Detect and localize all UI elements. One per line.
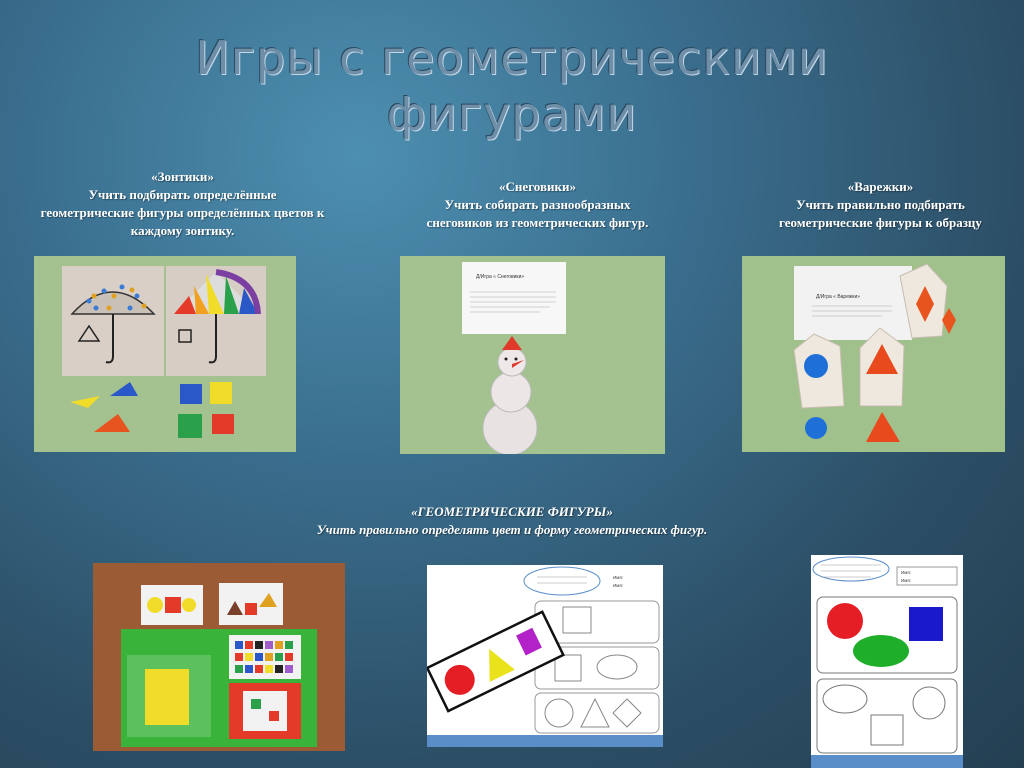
caption-mittens — [748, 178, 1013, 232]
ws2-class-label: Имя: — [901, 578, 912, 583]
caption-snowmen-line1: Учить собирать разнообразных — [444, 197, 631, 212]
worksheet-2-illustration — [811, 555, 963, 768]
snowmen-card-title: Д/Игра « Снеговики» — [476, 274, 525, 280]
photo-mittens — [742, 256, 1005, 452]
photo-folder-game — [93, 563, 345, 751]
caption-umbrellas — [5, 168, 360, 240]
umbrellas-illustration — [34, 256, 296, 452]
caption-mittens-line1: Учить правильно подбирать — [796, 197, 965, 212]
photo-worksheet-1 — [427, 565, 663, 747]
caption-figures-line1: Учить правильно определять цвет и форму геометрических фигур. — [316, 522, 708, 537]
ws1-name-label: Имя: — [613, 575, 624, 580]
worksheet-1-illustration — [427, 565, 663, 747]
ws1-class-label: Имя: — [613, 583, 624, 588]
photo-worksheet-2 — [811, 555, 963, 768]
caption-mittens-line2: геометрические фигуры к образцу — [779, 215, 982, 230]
ws2-name-label: Имя: — [901, 570, 912, 575]
snowman-illustration — [400, 256, 665, 454]
caption-snowmen-line2: снеговиков из геометрических фигур. — [426, 215, 649, 230]
caption-figures — [250, 503, 774, 539]
slide-title-line1: Игры с геометрическими — [195, 31, 829, 85]
caption-umbrellas-line1: Учить подбирать определённые — [88, 187, 277, 202]
photo-umbrellas — [34, 256, 296, 452]
mittens-card-title: Д/Игра « Варежки» — [816, 294, 861, 300]
mittens-illustration — [742, 256, 1005, 452]
folder-game-illustration — [93, 563, 345, 751]
caption-snowmen-name: «Снеговики» — [499, 179, 576, 194]
caption-snowmen — [380, 178, 695, 232]
slide-title-line2: фигурами — [386, 87, 638, 141]
caption-umbrellas-line3: каждому зонтику. — [130, 223, 235, 238]
photo-snowmen — [400, 256, 665, 454]
caption-figures-name: «ГЕОМЕТРИЧЕСКИЕ ФИГУРЫ» — [411, 504, 613, 519]
snowmen-card — [462, 262, 566, 334]
caption-umbrellas-line2: геометрические фигуры определённых цветов к — [40, 205, 325, 220]
mittens-card — [794, 266, 912, 340]
caption-mittens-name: «Варежки» — [847, 179, 914, 194]
slide-title — [0, 30, 1024, 142]
caption-umbrellas-name: «Зонтики» — [151, 169, 214, 184]
